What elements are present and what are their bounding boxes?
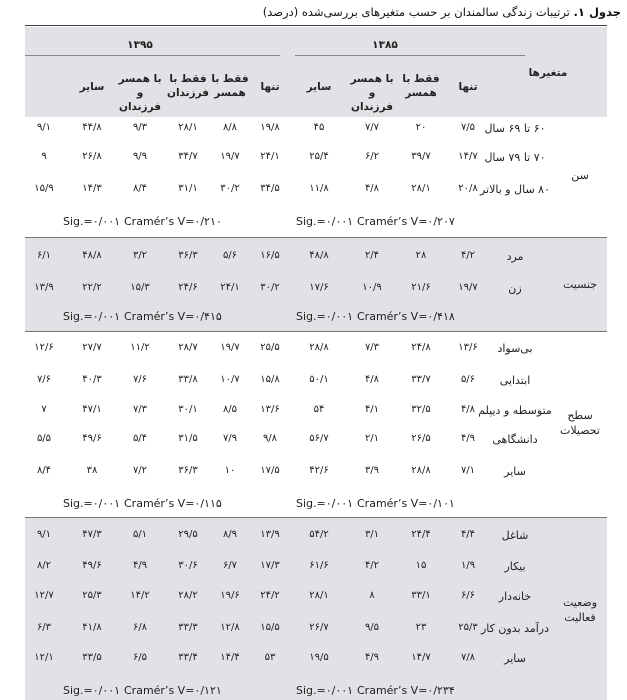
table-cell: ۷/۶ bbox=[132, 374, 148, 385]
table-cell: ۸/۸ bbox=[222, 122, 238, 133]
row-label: دانشگاهی bbox=[492, 433, 538, 446]
header-rule-1395 bbox=[25, 55, 280, 56]
table-cell: ۶۱/۶ bbox=[309, 560, 329, 571]
table-cell: ۱۳/۶ bbox=[458, 342, 478, 353]
table-cell: ۷/۵ bbox=[460, 122, 476, 133]
stat-sig-1395: Sig.=۰/۰۰۱ bbox=[63, 215, 121, 228]
table-cell: ۸/۹ bbox=[222, 529, 238, 540]
table-cell: ۴/۸ bbox=[364, 374, 380, 385]
group-label: سطح تحصیلات bbox=[560, 409, 600, 437]
group-separator bbox=[25, 517, 607, 518]
group-label: وضعیت فعالیت bbox=[562, 596, 598, 624]
table-cell: ۸/۵ bbox=[222, 404, 238, 415]
table-cell: ۲۸/۱ bbox=[411, 183, 431, 194]
table-cell: ۳۳/۵ bbox=[82, 652, 102, 663]
stat-sig-1385: Sig.=۰/۰۰۱ bbox=[296, 310, 354, 323]
table-cell: ۳۳/۱ bbox=[411, 590, 431, 601]
header-col-1395: با همسر و فرزندان bbox=[118, 73, 162, 113]
table-cell: ۲۴/۱ bbox=[220, 282, 240, 293]
stat-cramer-1385: Cramér’s V=۰/۱۰۱ bbox=[357, 497, 455, 510]
table-cell: ۱۹/۵ bbox=[309, 652, 329, 663]
table-cell: ۳۱/۵ bbox=[178, 433, 198, 444]
table-cell: ۳۰/۶ bbox=[178, 560, 198, 571]
table-cell: ۲۵/۵ bbox=[260, 342, 280, 353]
table-cell: ۱۰/۷ bbox=[220, 374, 240, 385]
header-col-1395: فقط با فرزندان bbox=[166, 73, 210, 99]
table-cell: ۳۸ bbox=[86, 465, 98, 476]
table-cell: ۴۴/۸ bbox=[82, 122, 102, 133]
table-cell: ۲۵/۳ bbox=[82, 590, 102, 601]
table-cell: ۶/۲ bbox=[364, 151, 380, 162]
table-cell: ۱۴/۷ bbox=[411, 652, 431, 663]
table-cell: ۵/۴ bbox=[132, 433, 148, 444]
table-cell: ۲۸/۱ bbox=[178, 122, 198, 133]
table-cell: ۲۹/۵ bbox=[178, 529, 198, 540]
stat-sig-1395: Sig.=۰/۰۰۱ bbox=[63, 310, 121, 323]
table-cell: ۵۴/۲ bbox=[309, 529, 329, 540]
table-cell: ۴/۲ bbox=[364, 560, 380, 571]
group-label: سن bbox=[571, 169, 589, 182]
table-cell: ۲۸/۱ bbox=[309, 590, 329, 601]
row-label: خانه‌دار bbox=[498, 590, 532, 603]
table-cell: ۹/۵ bbox=[364, 622, 380, 633]
stat-cramer-1395: Cramér’s V=۰/۴۱۵ bbox=[124, 310, 222, 323]
stat-sig-1385: Sig.=۰/۰۰۱ bbox=[296, 215, 354, 228]
table-cell: ۸/۲ bbox=[36, 560, 52, 571]
table-cell: ۵۰/۱ bbox=[309, 374, 329, 385]
table-cell: ۳۰/۱ bbox=[178, 404, 198, 415]
table-cell: ۲۴/۱ bbox=[260, 151, 280, 162]
table-cell: ۸/۴ bbox=[36, 465, 52, 476]
table-cell: ۴/۸ bbox=[364, 183, 380, 194]
row-label: مرد bbox=[506, 250, 524, 263]
row-label: ۷۰ تا ۷۹ سال bbox=[484, 151, 546, 164]
stat-cramer-1385: Cramér’s V=۰/۲۰۷ bbox=[357, 215, 455, 228]
table-cell: ۱۲/۷ bbox=[34, 590, 54, 601]
table-cell: ۷ bbox=[41, 404, 47, 415]
table-cell: ۱۵/۹ bbox=[34, 183, 54, 194]
row-label: درآمد بدون کار bbox=[480, 622, 550, 635]
table-cell: ۱۵/۳ bbox=[130, 282, 150, 293]
table-top-rule bbox=[25, 25, 607, 26]
table-cell: ۲۰ bbox=[415, 122, 427, 133]
table-cell: ۳۲/۵ bbox=[411, 404, 431, 415]
table-cell: ۴۷/۱ bbox=[82, 404, 102, 415]
group-shade bbox=[25, 517, 607, 700]
table-cell: ۴۵ bbox=[313, 122, 325, 133]
table-cell: ۲۱/۶ bbox=[411, 282, 431, 293]
table-cell: ۱/۹ bbox=[460, 560, 476, 571]
table-cell: ۱۹/۷ bbox=[220, 342, 240, 353]
row-label: ۸۰ سال و بالاتر bbox=[479, 183, 551, 196]
stat-cramer-1395: Cramér’s V=۰/۱۱۵ bbox=[124, 497, 222, 510]
table-cell: ۲۴/۲ bbox=[260, 590, 280, 601]
stat-cramer-1385: Cramér’s V=۰/۴۱۸ bbox=[357, 310, 455, 323]
table-cell: ۴۸/۸ bbox=[309, 250, 329, 261]
table-cell: ۹/۱ bbox=[36, 529, 52, 540]
table-cell: ۴۹/۶ bbox=[82, 560, 102, 571]
row-label: ۶۰ تا ۶۹ سال bbox=[484, 122, 546, 135]
table-cell: ۲۶/۵ bbox=[411, 433, 431, 444]
table-cell: ۶/۵ bbox=[132, 652, 148, 663]
header-col-1395: سایر bbox=[79, 81, 105, 93]
table-cell: ۱۹/۶ bbox=[220, 590, 240, 601]
table-cell: ۲۴/۶ bbox=[178, 282, 198, 293]
table-cell: ۷/۳ bbox=[364, 342, 380, 353]
row-label: شاغل bbox=[501, 529, 529, 542]
stat-sig-1395: Sig.=۰/۰۰۱ bbox=[63, 497, 121, 510]
table-cell: ۲۸/۸ bbox=[411, 465, 431, 476]
table-cell: ۹/۳ bbox=[132, 122, 148, 133]
header-variables: متغیرها bbox=[528, 67, 568, 79]
stat-sig-1385: Sig.=۰/۰۰۱ bbox=[296, 684, 354, 697]
table-cell: ۵/۶ bbox=[222, 250, 238, 261]
header-year-1395: ۱۳۹۵ bbox=[127, 39, 153, 51]
table-cell: ۷/۹ bbox=[222, 433, 238, 444]
table-cell: ۱۰/۹ bbox=[362, 282, 382, 293]
group-separator bbox=[25, 237, 607, 238]
header-col-1395: تنها bbox=[260, 81, 280, 93]
table-cell: ۴/۴ bbox=[460, 529, 476, 540]
table-cell: ۱۴/۷ bbox=[458, 151, 478, 162]
table-cell: ۳۴/۷ bbox=[178, 151, 198, 162]
table-cell: ۱۲/۸ bbox=[220, 622, 240, 633]
table-cell: ۳۳/۴ bbox=[178, 652, 198, 663]
table-cell: ۷/۸ bbox=[460, 652, 476, 663]
table-cell: ۱۹/۸ bbox=[260, 122, 280, 133]
header-col-1395: فقط با همسر bbox=[211, 73, 249, 99]
table-cell: ۴۲/۶ bbox=[309, 465, 329, 476]
table-cell: ۵/۱ bbox=[132, 529, 148, 540]
row-label: زن bbox=[508, 282, 522, 295]
table-cell: ۳۳/۸ bbox=[178, 374, 198, 385]
table-cell: ۳۰/۲ bbox=[260, 282, 280, 293]
table-cell: ۱۲/۶ bbox=[34, 342, 54, 353]
table-cell: ۱۲/۱ bbox=[34, 652, 54, 663]
table-cell: ۲۸ bbox=[415, 250, 427, 261]
table-cell: ۷/۲ bbox=[132, 465, 148, 476]
table-cell: ۳۶/۳ bbox=[178, 250, 198, 261]
table-cell: ۹/۹ bbox=[132, 151, 148, 162]
table-cell: ۲۸/۷ bbox=[178, 342, 198, 353]
table-cell: ۷/۱ bbox=[460, 465, 476, 476]
table-cell: ۲/۱ bbox=[364, 433, 380, 444]
table-cell: ۱۱/۸ bbox=[309, 183, 329, 194]
row-label: بیکار bbox=[504, 560, 526, 573]
table-cell: ۲۰/۸ bbox=[458, 183, 478, 194]
table-cell: ۴۰/۳ bbox=[82, 374, 102, 385]
table-cell: ۲۳ bbox=[415, 622, 427, 633]
group-separator bbox=[25, 331, 607, 332]
table-cell: ۳۴/۵ bbox=[260, 183, 280, 194]
table-cell: ۲۷/۷ bbox=[82, 342, 102, 353]
table-caption bbox=[263, 5, 621, 19]
table-cell: ۶/۶ bbox=[460, 590, 476, 601]
table-cell: ۱۴/۲ bbox=[130, 590, 150, 601]
stat-sig-1385: Sig.=۰/۰۰۱ bbox=[296, 497, 354, 510]
table-cell: ۱۷/۶ bbox=[309, 282, 329, 293]
row-label: سایر bbox=[504, 465, 526, 478]
table-cell: ۱۴/۴ bbox=[220, 652, 240, 663]
table-cell: ۳/۲ bbox=[132, 250, 148, 261]
table-cell: ۳۳/۷ bbox=[411, 374, 431, 385]
table-cell: ۵/۶ bbox=[460, 374, 476, 385]
stat-cramer-1395: Cramér’s V=۰/۲۱۰ bbox=[124, 215, 222, 228]
table-cell: ۱۳/۹ bbox=[260, 529, 280, 540]
header-rule-1385 bbox=[295, 55, 525, 56]
table-cell: ۳/۱ bbox=[364, 529, 380, 540]
table-cell: ۲۴/۸ bbox=[411, 342, 431, 353]
table-cell: ۶/۳ bbox=[36, 622, 52, 633]
table-cell: ۲۵/۴ bbox=[309, 151, 329, 162]
header-col-1385: تنها bbox=[458, 81, 478, 93]
table-cell: ۱۶/۵ bbox=[260, 250, 280, 261]
table-cell: ۴۷/۳ bbox=[82, 529, 102, 540]
table-cell: ۵۶/۷ bbox=[309, 433, 329, 444]
table-cell: ۲۶/۸ bbox=[82, 151, 102, 162]
table-cell: ۷/۳ bbox=[132, 404, 148, 415]
stat-cramer-1385: Cramér’s V=۰/۲۳۴ bbox=[357, 684, 455, 697]
table-cell: ۴/۸ bbox=[460, 404, 476, 415]
table-cell: ۶/۱ bbox=[36, 250, 52, 261]
row-label: ابتدایی bbox=[499, 374, 531, 387]
table-cell: ۳/۹ bbox=[364, 465, 380, 476]
caption-text: ترتیبات زندگی سالمندان بر حسب متغیرهای بررسی‌شده (درصد) bbox=[262, 5, 570, 19]
table-cell: ۳۶/۳ bbox=[178, 465, 198, 476]
table-cell: ۱۵ bbox=[415, 560, 427, 571]
table-cell: ۸ bbox=[369, 590, 375, 601]
stat-cramer-1395: Cramér’s V=۰/۱۲۱ bbox=[124, 684, 222, 697]
table-header bbox=[25, 27, 607, 117]
table-cell: ۱۰ bbox=[224, 465, 236, 476]
table-cell: ۴۸/۸ bbox=[82, 250, 102, 261]
table-cell: ۹/۱ bbox=[36, 122, 52, 133]
table-cell: ۲۵/۳ bbox=[458, 622, 478, 633]
table-cell: ۴۹/۶ bbox=[82, 433, 102, 444]
table-cell: ۳۰/۲ bbox=[220, 183, 240, 194]
table-cell: ۷/۶ bbox=[36, 374, 52, 385]
stat-sig-1395: Sig.=۰/۰۰۱ bbox=[63, 684, 121, 697]
table-cell: ۱۳/۶ bbox=[260, 404, 280, 415]
table-cell: ۲۸/۸ bbox=[309, 342, 329, 353]
table-cell: ۴/۲ bbox=[460, 250, 476, 261]
table-cell: ۶/۷ bbox=[222, 560, 238, 571]
table-cell: ۸/۴ bbox=[132, 183, 148, 194]
table-cell: ۴/۹ bbox=[460, 433, 476, 444]
table-cell: ۲۲/۲ bbox=[82, 282, 102, 293]
table-cell: ۶/۸ bbox=[132, 622, 148, 633]
table-cell: ۱۵/۸ bbox=[260, 374, 280, 385]
table-cell: ۱۹/۷ bbox=[220, 151, 240, 162]
table-cell: ۴/۹ bbox=[132, 560, 148, 571]
table-cell: ۴۱/۸ bbox=[82, 622, 102, 633]
group-label: جنسیت bbox=[562, 278, 598, 291]
row-label: بی‌سواد bbox=[497, 342, 533, 355]
table-cell: ۴/۹ bbox=[364, 652, 380, 663]
table-cell: ۱۷/۳ bbox=[260, 560, 280, 571]
table-cell: ۳۳/۳ bbox=[178, 622, 198, 633]
table-cell: ۱۵/۵ bbox=[260, 622, 280, 633]
table-cell: ۲۶/۷ bbox=[309, 622, 329, 633]
table-cell: ۱۷/۵ bbox=[260, 465, 280, 476]
caption-label: جدول ۱. bbox=[573, 5, 621, 19]
table-cell: ۱۳/۹ bbox=[34, 282, 54, 293]
table-cell: ۲/۴ bbox=[364, 250, 380, 261]
header-col-1385: فقط با همسر bbox=[402, 73, 440, 99]
table-cell: ۲۴/۴ bbox=[411, 529, 431, 540]
table-cell: ۵۳ bbox=[264, 652, 276, 663]
table-cell: ۳۹/۷ bbox=[411, 151, 431, 162]
table-cell: ۱۴/۳ bbox=[82, 183, 102, 194]
table-cell: ۴/۱ bbox=[364, 404, 380, 415]
header-year-1385: ۱۳۸۵ bbox=[372, 39, 398, 51]
table-cell: ۲۸/۲ bbox=[178, 590, 198, 601]
table-cell: ۳۱/۱ bbox=[178, 183, 198, 194]
table-cell: ۵/۵ bbox=[36, 433, 52, 444]
table-cell: ۹ bbox=[41, 151, 47, 162]
table-cell: ۹/۸ bbox=[262, 433, 278, 444]
row-label: متوسطه و دیپلم bbox=[478, 404, 552, 417]
table-cell: ۱۱/۲ bbox=[130, 342, 150, 353]
table-cell: ۱۹/۷ bbox=[458, 282, 478, 293]
row-label: سایر bbox=[504, 652, 526, 665]
header-col-1385: با همسر و فرزندان bbox=[350, 73, 394, 113]
table-cell: ۵۴ bbox=[313, 404, 325, 415]
header-col-1385: سایر bbox=[306, 81, 332, 93]
table-cell: ۷/۷ bbox=[364, 122, 380, 133]
